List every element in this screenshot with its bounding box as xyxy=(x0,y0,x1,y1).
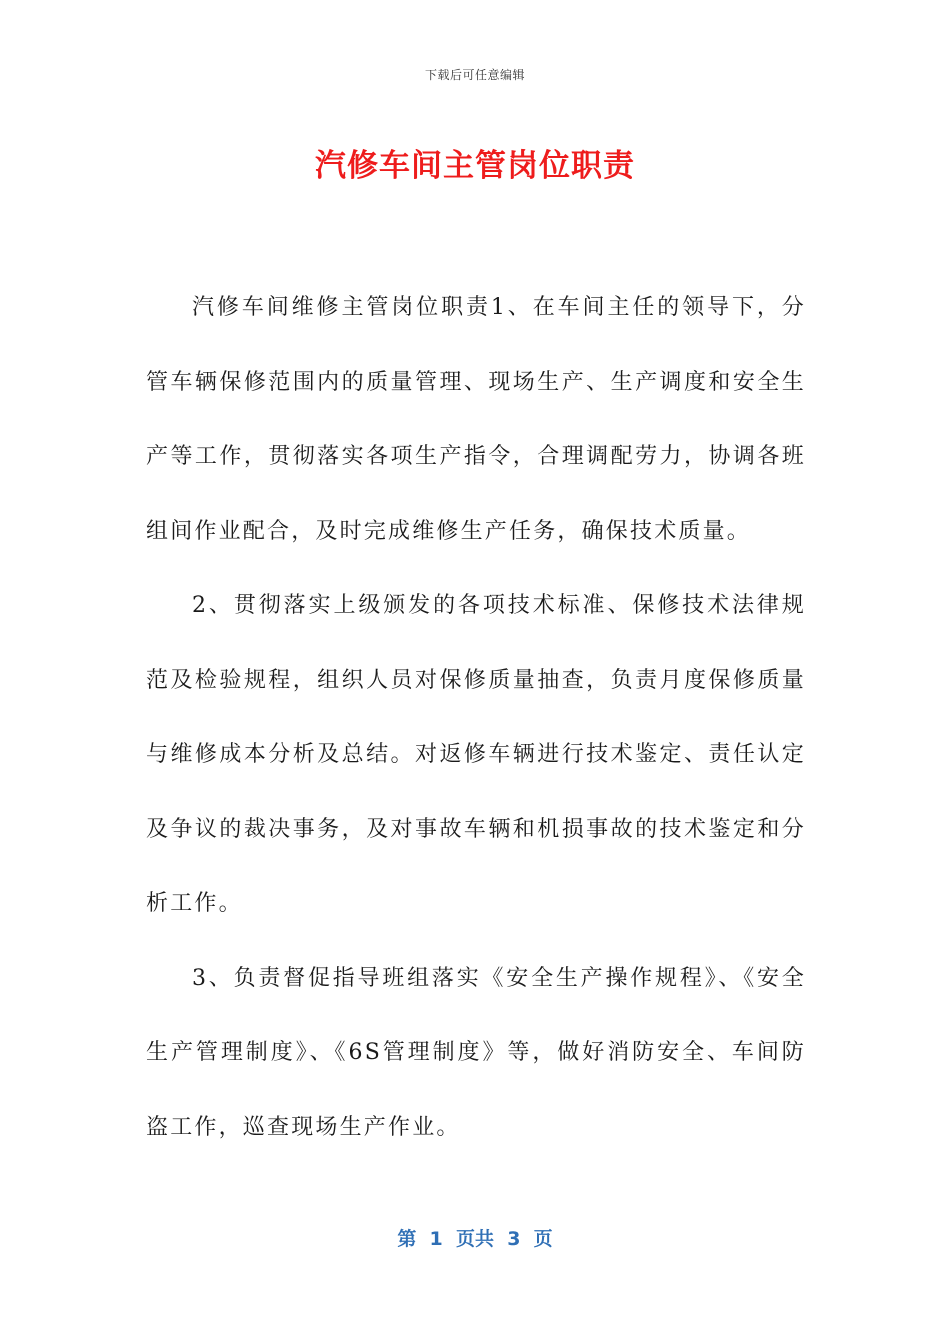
paragraph-2: 2、贯彻落实上级颁发的各项技术标准、保修技术法律规范及检验规程，组织人员对保修质量抽查，负责月度保修质量与维修成本分析及总结。对返修车辆进行技术鉴定、责任认定及争议的裁决事务，及对事故车辆和机损事故的技术鉴定和分析工作。 xyxy=(146,593,806,916)
document-title: 汽修车间主管岗位职责 xyxy=(315,148,635,184)
document-body xyxy=(146,271,806,1165)
paragraph-3: 3、负责督促指导班组落实《安全生产操作规程》、《安全生产管理制度》、《6S管理制度》等，做好消防安全、车间防盗工作，巡查现场生产作业。 xyxy=(146,965,806,1140)
header-note: 下载后可任意编辑 xyxy=(424,68,525,82)
paragraph-1: 汽修车间维修主管岗位职责1、在车间主任的领导下，分管车辆保修范围内的质量管理、现场生产、生产调度和安全生产等工作，贯彻落实各项生产指令，合理调配劳力，协调各班组间作业配合，及时完成维修生产任务，确保技术质量。 xyxy=(146,295,806,544)
page-number-footer: 第 1 页共 3 页 xyxy=(397,1228,553,1250)
